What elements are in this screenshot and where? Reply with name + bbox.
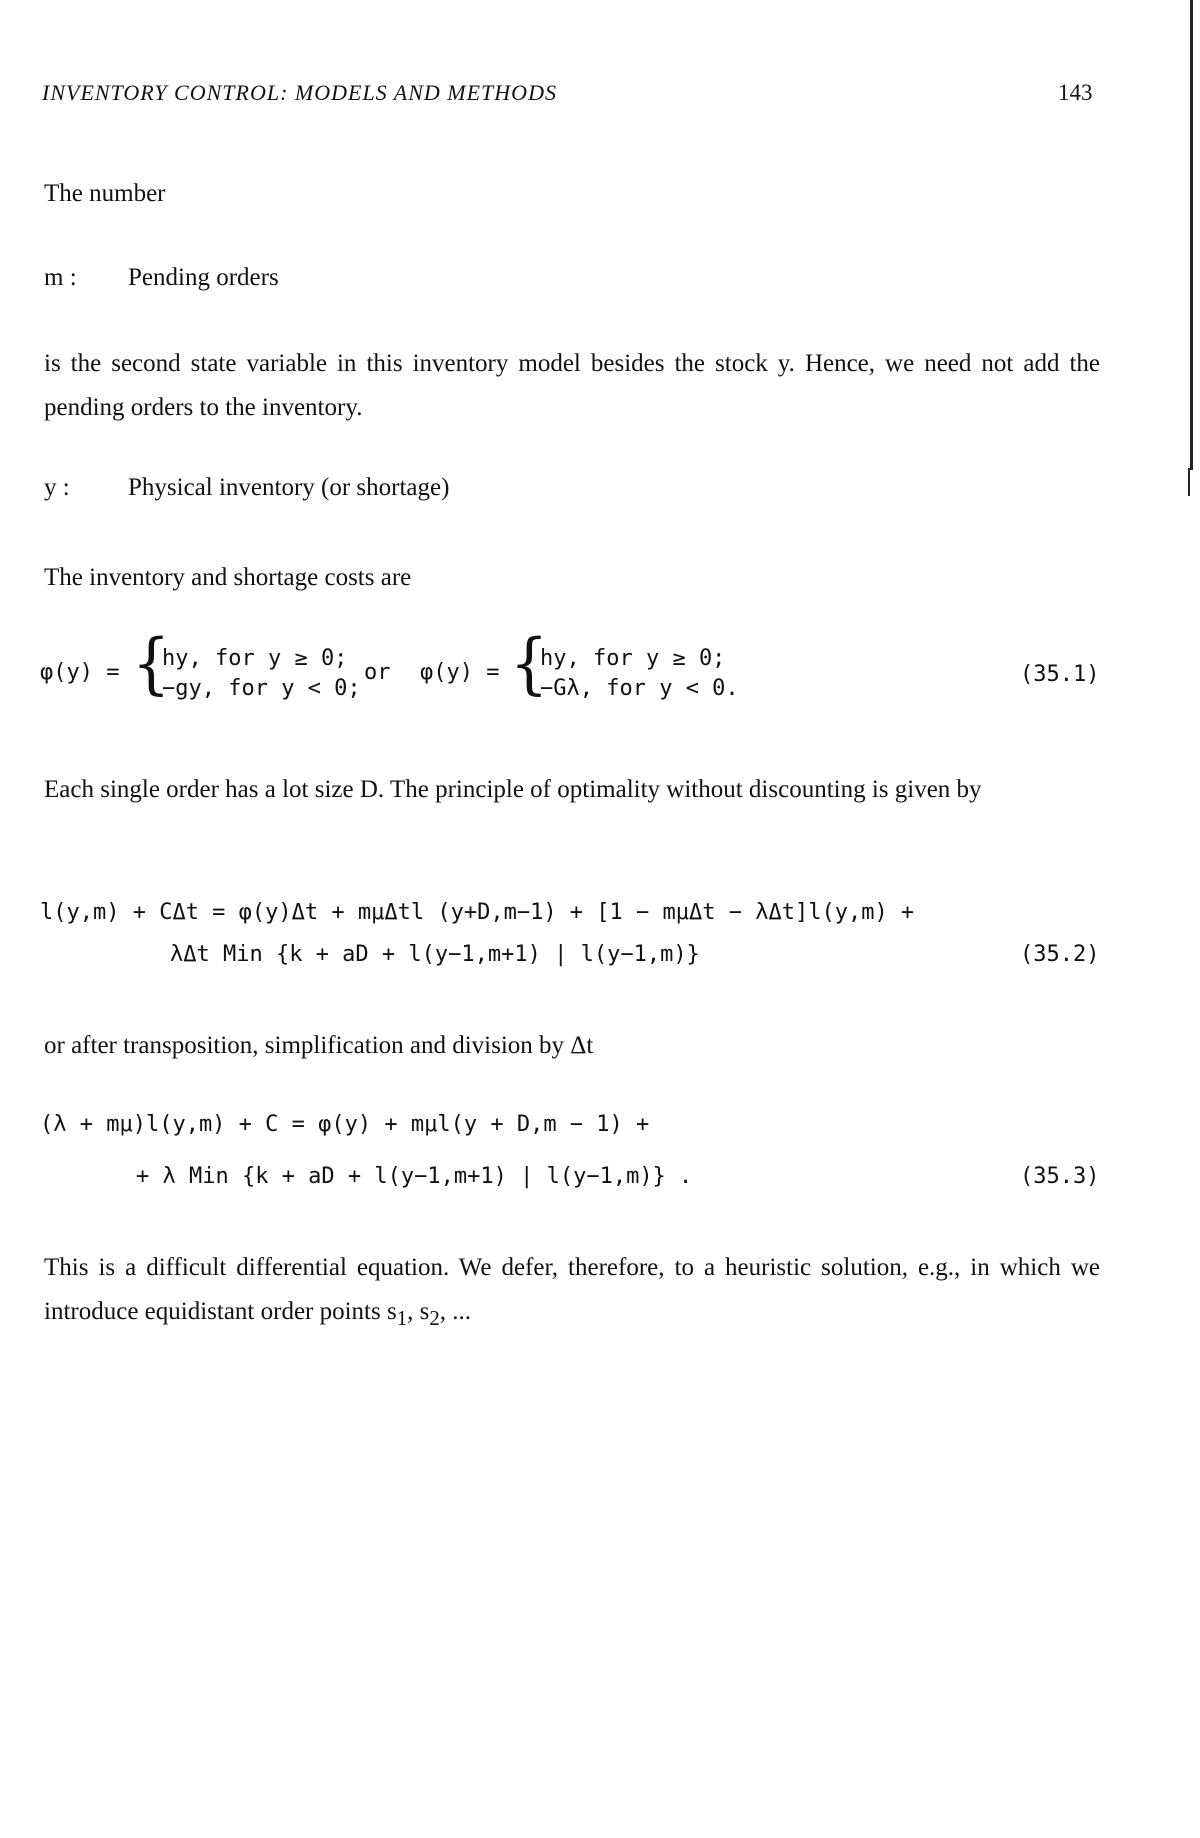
eq1-left-brace: { xyxy=(132,625,171,703)
eq1-or: or xyxy=(364,660,391,685)
eq3-number: (35.3) xyxy=(1020,1164,1100,1189)
eq2-line2: λΔt Min {k + aD + l(y−1,m+1) | l(y−1,m)} xyxy=(170,942,700,967)
page-number: 143 xyxy=(1058,80,1093,105)
paragraph-transposition: or after transposition, simplification and division by Δt xyxy=(44,1032,594,1059)
def-m-symbol: m : xyxy=(44,264,77,291)
eq1-case1-top: hy, for y ≥ 0; xyxy=(162,646,348,671)
eq1-case2-bottom: −Gλ, for y < 0. xyxy=(540,676,739,701)
eq3-line2: + λ Min {k + aD + l(y−1,m+1) | l(y−1,m)} . xyxy=(136,1164,693,1189)
eq1-number: (35.1) xyxy=(1020,662,1100,687)
intro-text: The number xyxy=(44,180,166,207)
eq2-number: (35.2) xyxy=(1020,942,1100,967)
scan-edge-tick xyxy=(1188,468,1190,496)
paragraph-state-variable: is the second state variable in this inventory model besides the stock y. Hence, we need not add the pending orders to the inventory. xyxy=(44,350,1100,421)
scan-edge-bar xyxy=(1190,0,1193,470)
eq1-case2-top: hy, for y ≥ 0; xyxy=(540,646,726,671)
heuristic-text: This is a difficult differential equation. We defer, therefore, to a heuristic solution, e.g., in which we introduce equidistant order points xyxy=(44,1254,1100,1325)
def-y-symbol: y : xyxy=(44,474,70,501)
eq1-case1-bottom: −gy, for y < 0; xyxy=(162,676,361,701)
equation-35-2 xyxy=(40,900,1140,980)
eq1-lhs: φ(y) = xyxy=(40,660,120,685)
paragraph-heuristic xyxy=(44,1246,1100,1340)
equation-35-1 xyxy=(40,625,1140,730)
def-y-text: Physical inventory (or shortage) xyxy=(128,474,450,501)
paragraph-costs: The inventory and shortage costs are xyxy=(44,564,412,591)
paragraph-optimality: Each single order has a lot size D. The principle of optimality without discounting is given by xyxy=(44,776,982,803)
running-title: INVENTORY CONTROL: MODELS AND METHODS xyxy=(42,80,557,105)
eq1-right-brace: { xyxy=(510,625,549,703)
eq3-line1: (λ + mμ)l(y,m) + C = φ(y) + mμl(y + D,m − 1) + xyxy=(40,1112,650,1137)
order-points: $s_1$, $s_2$, ... xyxy=(386,1298,472,1330)
def-m-text: Pending orders xyxy=(128,264,279,291)
eq1-lhs2: φ(y) = xyxy=(420,660,500,685)
eq2-line1: l(y,m) + CΔt = φ(y)Δt + mμΔtl (y+D,m−1) + [1 − mμΔt − λΔt]l(y,m) + xyxy=(40,900,915,925)
equation-35-3 xyxy=(40,1112,1140,1202)
